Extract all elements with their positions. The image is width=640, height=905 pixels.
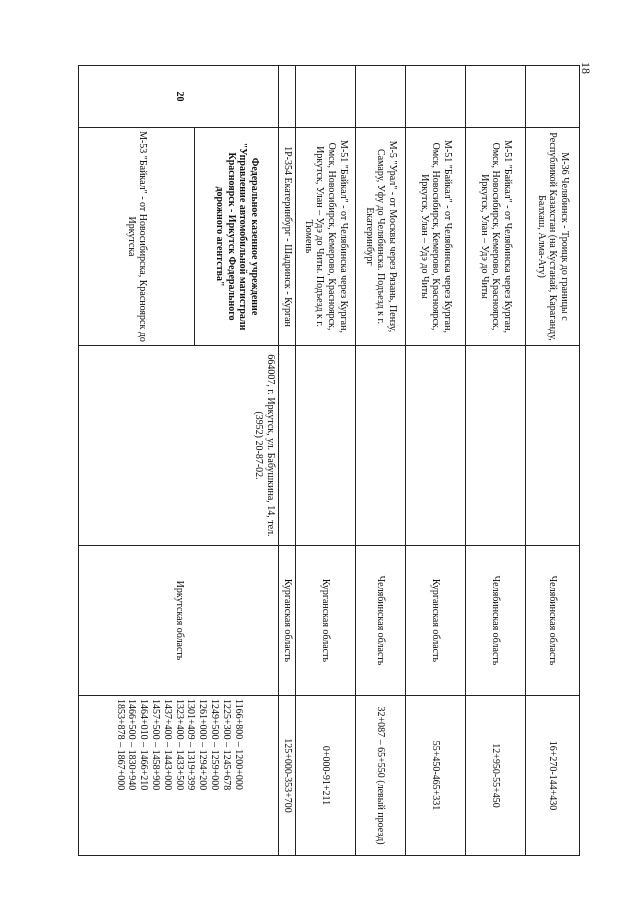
km-range: 1457+500 – 1458+900 bbox=[150, 699, 162, 791]
row-number bbox=[526, 66, 580, 128]
km-range: 1249+500 – 1259+000 bbox=[209, 699, 220, 791]
km-range: 125+000-353+700 bbox=[279, 696, 296, 856]
table-row bbox=[526, 66, 580, 856]
road-table bbox=[78, 65, 580, 856]
km-range: 1323+400 – 1433+500 bbox=[173, 699, 185, 791]
road-name: М-51 "Байкал" - от Челябинска через Курган, Омск, Новосибирск, Кемерово, Красноярск, Иркутск, Улан – Удэ до Читы bbox=[466, 128, 526, 346]
organization-name: Федеральное казенное учреждение "Управление автомобильной магистрали Красноярск - Иркутск Федерального дорожного агентства" bbox=[195, 128, 279, 346]
km-range: 55+450-465+331 bbox=[406, 696, 466, 856]
row-number bbox=[279, 66, 296, 128]
km-range: 32+087 – 65+550 (левый проезд) bbox=[356, 696, 406, 856]
rotated-table-wrapper bbox=[80, 65, 580, 855]
address-cell bbox=[356, 346, 406, 546]
region-cell: Курганская область bbox=[406, 546, 466, 696]
km-range: 0+000-91+211 bbox=[296, 696, 356, 856]
road-name: М-5 "Урал" - от Москвы через Рязань, Пензу, Самару, Уфу до Челябинска. Подъезд к г. Екатеринбург bbox=[356, 128, 406, 346]
km-range: 1166+800 – 1200+000 bbox=[232, 699, 244, 790]
organization-address: 664007, г. Иркутск, ул. Бабушкина, 14, тел. (3952) 20-87-02. bbox=[79, 346, 279, 546]
road-name: М-53 "Байкал" - от Новосибирска, Красноярск до Иркутска bbox=[79, 128, 195, 346]
km-range-list bbox=[79, 696, 279, 856]
region-cell: Иркутская область bbox=[79, 546, 279, 696]
km-range: 1301+409 – 1319+399 bbox=[185, 699, 197, 791]
km-range: 16+270-144+430 bbox=[526, 696, 580, 856]
address-cell bbox=[526, 346, 580, 546]
table-row bbox=[406, 66, 466, 856]
row-number bbox=[296, 66, 356, 128]
address-cell bbox=[406, 346, 466, 546]
table-row bbox=[195, 66, 279, 856]
km-range: 1464+010 – 1466+210 bbox=[138, 699, 150, 791]
table-row bbox=[279, 66, 296, 856]
row-number bbox=[466, 66, 526, 128]
road-name: М-36 Челябинск - Троицк до границы с Республикой Казахстан (на Кустанай, Караганду, Балхаш, Алма-Ату) bbox=[526, 128, 580, 346]
address-cell bbox=[466, 346, 526, 546]
address-cell bbox=[279, 346, 296, 546]
table-row bbox=[466, 66, 526, 856]
table-row bbox=[296, 66, 356, 856]
row-number: 20 bbox=[79, 66, 279, 128]
km-range: 1225+300 – 1245+678 bbox=[220, 699, 232, 791]
page-number: 18 bbox=[579, 62, 593, 74]
row-number bbox=[356, 66, 406, 128]
road-name: М-51 "Байкал" - от Челябинска через Курган, Омск, Новосибирск, Кемерово, Красноярск, Иркутск, Улан – Удэ до Читы bbox=[406, 128, 466, 346]
road-name: 1Р-354 Екатеринбург - Шадринск - Курган bbox=[279, 128, 296, 346]
km-range: 1261+000 – 1294+200 bbox=[197, 699, 209, 791]
region-cell: Челябинская область bbox=[356, 546, 406, 696]
region-cell: Курганская область bbox=[296, 546, 356, 696]
km-range: 1466+500 – 1830+940 bbox=[126, 699, 138, 791]
table-row bbox=[356, 66, 406, 856]
road-name: М-51 "Байкал" - от Челябинска через Курган, Омск, Новосибирск, Кемерово, Красноярск, Иркутск, Улан – Удэ до Читы. Подъезд к г. Тюмень bbox=[296, 128, 356, 346]
row-number bbox=[406, 66, 466, 128]
address-cell bbox=[296, 346, 356, 546]
km-range: 12+950-55+450 bbox=[466, 696, 526, 856]
km-range: 1853+878 – 1867+000 bbox=[114, 699, 126, 791]
region-cell: Челябинская область bbox=[526, 546, 580, 696]
km-range: 1437+400 – 1443+000 bbox=[161, 699, 173, 791]
region-cell: Курганская область bbox=[279, 546, 296, 696]
region-cell: Челябинская область bbox=[466, 546, 526, 696]
